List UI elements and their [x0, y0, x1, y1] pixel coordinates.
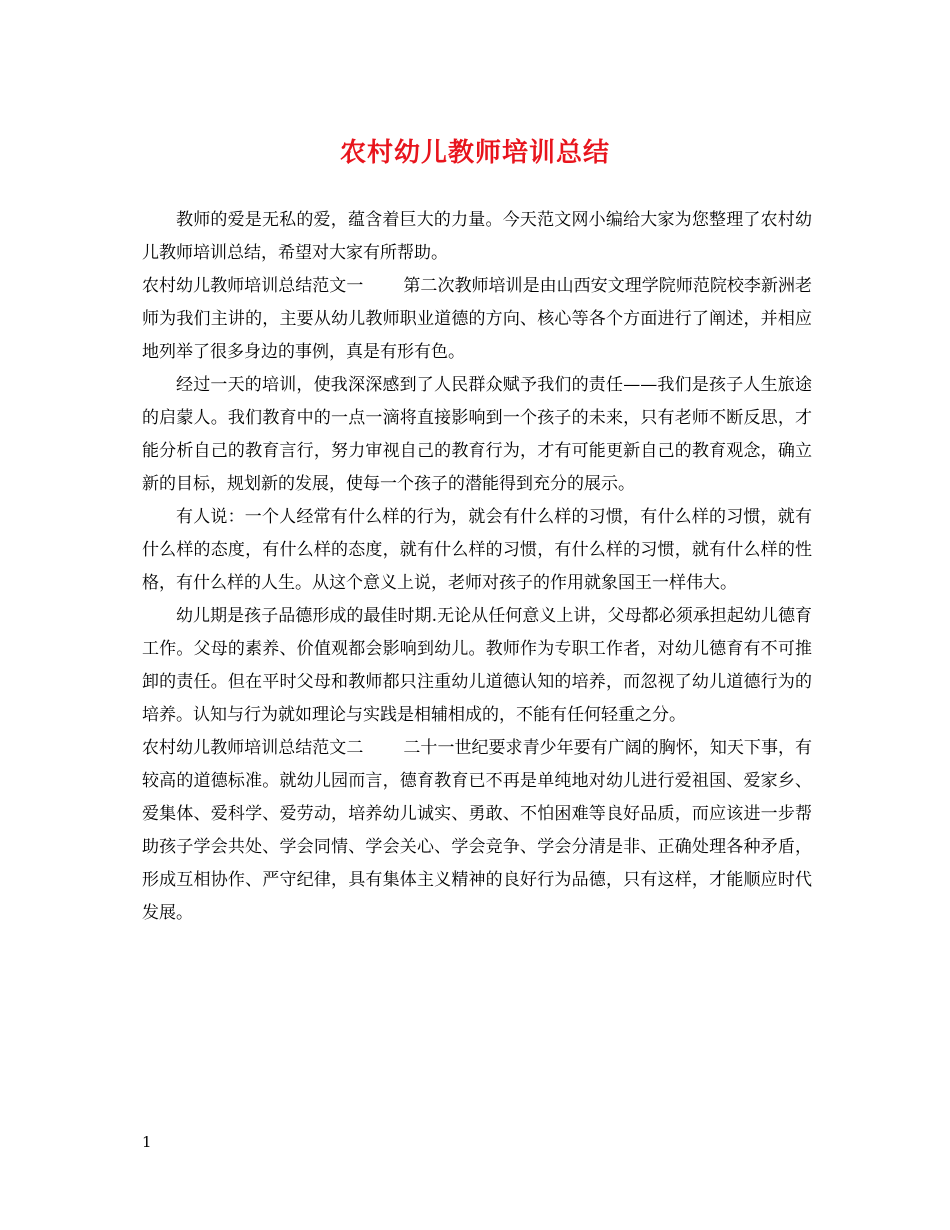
page-number: 1: [142, 1133, 152, 1151]
document-body: [142, 204, 812, 930]
section-1-paragraph: [142, 270, 812, 369]
section-2-paragraph: [142, 732, 812, 930]
section-1-text: 第二次教师培训是由山西安文理学院师范院校李新洲老师为我们主讲的，主要从幼儿教师职业道德的方向、核心等各个方面进行了阐述，并相应地列举了很多身边的事例，真是有形有色。: [142, 276, 813, 362]
document-title: 农村幼儿教师培训总结: [339, 138, 610, 168]
intro-paragraph: 教师的爱是无私的爱，蕴含着巨大的力量。今天范文网小编给大家为您整理了农村幼儿教师培训总结，希望对大家有所帮助。: [142, 210, 812, 263]
section-2-heading: 农村幼儿教师培训总结范文二: [142, 738, 364, 758]
section-2-text: 二十一世纪要求青少年要有广阔的胸怀，知天下事，有较高的道德标准。就幼儿园而言，德育教育已不再是单纯地对幼儿进行爱祖国、爱家乡、爱集体、爱科学、爱劳动，培养幼儿诚实、勇敢、不怕困难等良好品质，而应该进一步帮助孩子学会共处、学会同情、学会关心、学会竞争、学会分清是非、正确处理各种矛盾，形成互相协作、严守纪律，具有集体主义精神的良好行为品德，只有这样，才能顺应时代发展。: [142, 738, 813, 923]
body-paragraph-3: 幼儿期是孩子品德形成的最佳时期.无论从任何意义上讲，父母都必须承担起幼儿德育工作。父母的素养、价值观都会影响到幼儿。教师作为专职工作者，对幼儿德育有不可推卸的责任。但在平时父母和教师都只注重幼儿道德认知的培养，而忽视了幼儿道德行为的培养。认知与行为就如理论与实践是相辅相成的，不能有任何轻重之分。: [142, 606, 812, 725]
body-paragraph-1: 经过一天的培训，使我深深感到了人民群众赋予我们的责任——我们是孩子人生旅途的启蒙人。我们教育中的一点一滴将直接影响到一个孩子的未来，只有老师不断反思，才能分析自己的教育言行，努力审视自己的教育行为，才有可能更新自己的教育观念，确立新的目标，规划新的发展，使每一个孩子的潜能得到充分的展示。: [142, 375, 812, 494]
section-1-heading: 农村幼儿教师培训总结范文一: [142, 276, 364, 296]
body-paragraph-2: 有人说：一个人经常有什么样的行为，就会有什么样的习惯，有什么样的习惯，就有什么样的态度，有什么样的态度，就有什么样的习惯，有什么样的习惯，就有什么样的性格，有什么样的人生。从这个意义上说，老师对孩子的作用就象国王一样伟大。: [142, 507, 812, 593]
